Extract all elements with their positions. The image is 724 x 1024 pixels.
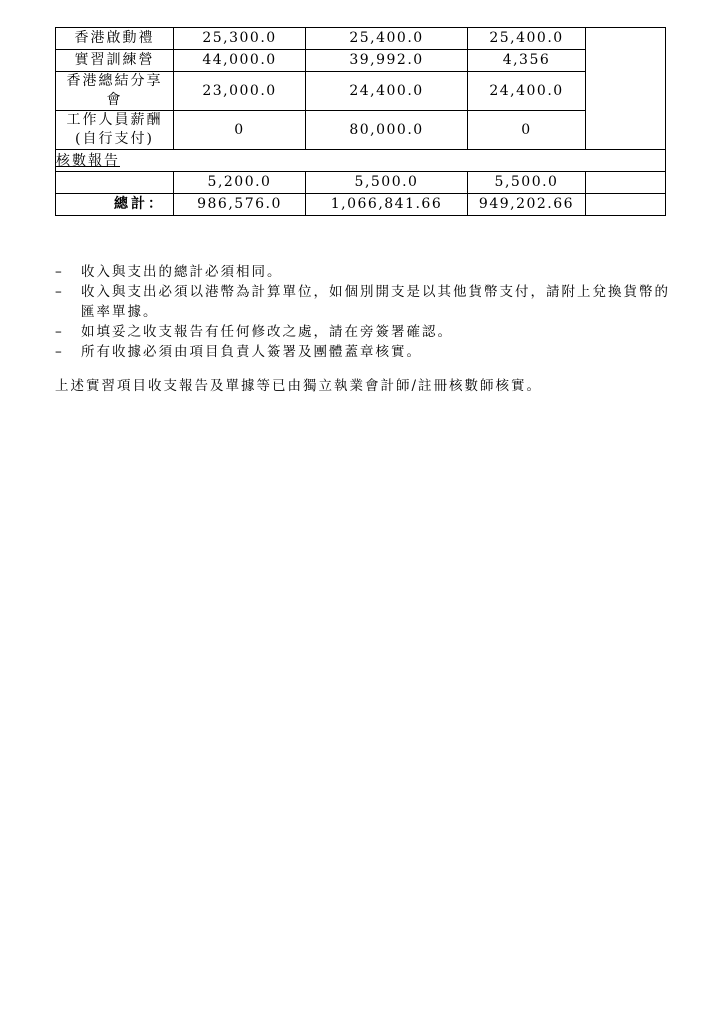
amount-cell: 25,300.0 (174, 28, 306, 50)
amount-cell: 5,200.0 (174, 172, 306, 194)
note-item (55, 262, 675, 282)
total-row (56, 194, 666, 216)
note-item (55, 342, 675, 362)
note-text: 收入與支出必須以港幣為計算單位，如個別開支是以其他貨幣支付，請附上兌換貨幣的匯率單據。 (81, 284, 670, 320)
amount-cell: 5,500.0 (306, 172, 468, 194)
item-name: 工作人員薪酬 (自行支付) (56, 111, 174, 150)
empty-item-cell (56, 172, 174, 194)
amount-cell: 24,400.0 (306, 72, 468, 111)
dash-marker: – (55, 284, 64, 300)
amount-cell: 4,356 (468, 50, 586, 72)
note-text: 如填妥之收支報告有任何修改之處，請在旁簽署確認。 (81, 324, 453, 340)
dash-marker: – (55, 344, 64, 360)
total-amount: 986,576.0 (174, 194, 306, 216)
total-amount: 949,202.66 (468, 194, 586, 216)
budget-table (55, 27, 666, 216)
remarks-cell (586, 172, 666, 194)
table-row (56, 28, 666, 50)
dash-marker: – (55, 264, 64, 280)
amount-cell: 25,400.0 (468, 28, 586, 50)
table-row (56, 72, 666, 111)
amount-cell: 0 (174, 111, 306, 150)
audit-section-title: 核數報告 (56, 153, 120, 169)
note-item (55, 322, 675, 342)
amount-cell: 80,000.0 (306, 111, 468, 150)
item-name: 香港啟動禮 (56, 28, 174, 50)
amount-cell: 23,000.0 (174, 72, 306, 111)
table-row (56, 111, 666, 150)
dash-marker: – (55, 324, 64, 340)
amount-cell: 44,000.0 (174, 50, 306, 72)
amount-cell: 24,400.0 (468, 72, 586, 111)
note-text: 所有收據必須由項目負責人簽署及團體蓋章核實。 (81, 344, 422, 360)
note-item (55, 282, 675, 322)
verification-statement: 上述實習項目收支報告及單據等已由獨立執業會計師/註冊核數師核實。 (55, 378, 543, 394)
remarks-cell (586, 194, 666, 216)
table-row (56, 172, 666, 194)
amount-cell: 39,992.0 (306, 50, 468, 72)
total-label: 總計： (56, 194, 174, 216)
amount-cell: 0 (468, 111, 586, 150)
amount-cell: 5,500.0 (468, 172, 586, 194)
total-amount: 1,066,841.66 (306, 194, 468, 216)
amount-cell: 25,400.0 (306, 28, 468, 50)
remarks-cell (586, 28, 666, 150)
note-text: 收入與支出的總計必須相同。 (81, 264, 283, 280)
section-header-cell (56, 150, 666, 172)
notes-list (55, 262, 675, 362)
table-row (56, 50, 666, 72)
item-name: 香港總結分享會 (56, 72, 174, 111)
item-name: 實習訓練營 (56, 50, 174, 72)
section-header-row (56, 150, 666, 172)
